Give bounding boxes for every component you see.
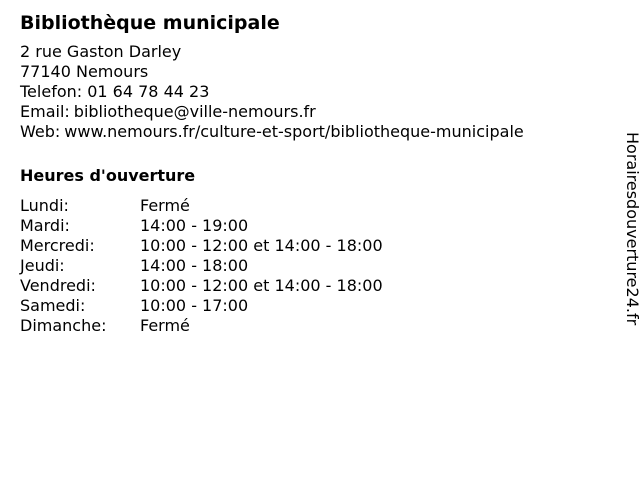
email-link[interactable]: bibliotheque@ville-nemours.fr	[73, 102, 316, 121]
site-watermark: Horairesdouverture24.fr	[623, 132, 642, 326]
web-line	[20, 122, 600, 142]
web-label: Web:	[20, 122, 61, 141]
library-name: Bibliothèque municipale	[20, 12, 280, 34]
hours-row-thursday	[20, 256, 600, 276]
hours-row-saturday	[20, 296, 600, 316]
email-label: Email:	[20, 102, 70, 121]
day-hours: 10:00 - 12:00 et 14:00 - 18:00	[140, 236, 383, 255]
day-hours: Fermé	[140, 196, 190, 215]
address-street: 2 rue Gaston Darley	[20, 42, 182, 61]
day-label: Mercredi:	[20, 236, 95, 255]
day-hours: 10:00 - 17:00	[140, 296, 249, 315]
hours-row-tuesday	[20, 216, 600, 236]
day-label: Mardi:	[20, 216, 70, 235]
opening-hours-heading: Heures d'ouverture	[20, 166, 196, 185]
day-label: Lundi:	[20, 196, 69, 215]
web-link[interactable]: www.nemours.fr/culture-et-sport/bibliotheque-municipale	[64, 122, 524, 141]
opening-hours-table	[20, 196, 600, 336]
phone-line: Telefon: 01 64 78 44 23	[20, 82, 210, 101]
day-hours: 14:00 - 18:00	[140, 256, 249, 275]
day-hours: 10:00 - 12:00 et 14:00 - 18:00	[140, 276, 383, 295]
hours-row-wednesday	[20, 236, 600, 256]
hours-row-friday	[20, 276, 600, 296]
day-label: Dimanche:	[20, 316, 107, 335]
day-label: Jeudi:	[20, 256, 65, 275]
email-line	[20, 102, 600, 122]
day-label: Samedi:	[20, 296, 86, 315]
day-label: Vendredi:	[20, 276, 96, 295]
day-hours: Fermé	[140, 316, 190, 335]
day-hours: 14:00 - 19:00	[140, 216, 249, 235]
library-card	[20, 10, 600, 336]
hours-row-monday	[20, 196, 600, 216]
hours-row-sunday	[20, 316, 600, 336]
address-city: 77140 Nemours	[20, 62, 149, 81]
